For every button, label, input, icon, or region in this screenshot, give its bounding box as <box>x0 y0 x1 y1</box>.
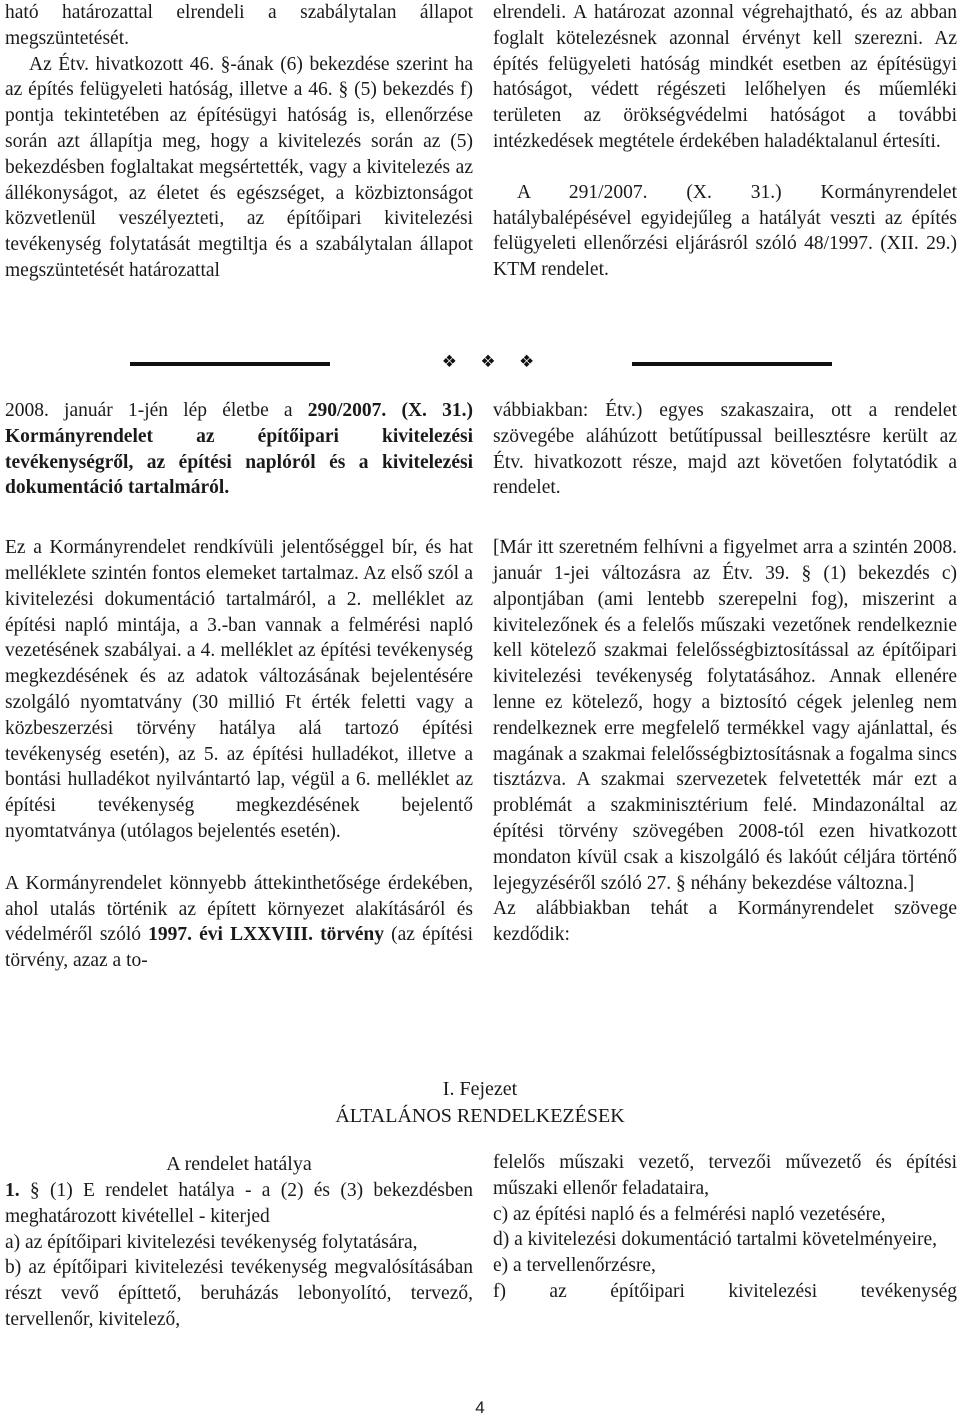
section-heading: A rendelet hatálya <box>166 1153 312 1175</box>
bottom-left-column <box>5 1150 473 1333</box>
middle-right-column <box>493 398 957 948</box>
middle-left-column <box>5 398 473 974</box>
middle-right-para-0: vábbiakban: Étv.) egyes szakaszaira, ott a rendelet szövegébe aláhúzott betűtípussal beillesztésre került az Étv. hivatkozott része, majd azt követően folytatódik a rendelet. <box>493 400 957 499</box>
divider-rule-right <box>632 362 832 366</box>
item-f: f) az építőipari kivitelezési tevékenység <box>493 1280 957 1302</box>
item-c: c) az építési napló és a felmérési napló vezetésére, <box>493 1203 886 1225</box>
top-left-para-1: ható határozattal elrendeli a szabálytalan állapot megszüntetését. <box>5 2 473 49</box>
top-right-column <box>493 0 957 283</box>
item-b-continued: felelős műszaki vezető, tervezői művezető és építési műszaki ellenőr feladataira, <box>493 1152 957 1199</box>
item-b: b) az építőipari kivitelezési tevékenység megvalósításában részt vevő építtető, beruházás lebonyolító, tervező, tervellenőr, kivitelező, <box>5 1257 473 1330</box>
middle-right-para-1: [Már itt szeretném felhívni a figyelmet arra a szintén 2008. január 1-jei változásra az Étv. 39. § (1) bekezdés c) alpontjában (ami lentebb szerepelni fog), miszerint a kivitelezőnek és a felelős műszaki vezetőnek rendelkeznie kell kötelező szakmai felelősségbiztosítással az építőipari kivitelezési tevékenység folytatásához. Annak ellenére lenne ez kötelező, hogy a biztosító cégek jelenleg nem rendelkeznek erre megfelelő termékkel vagy ajánlattal, és magának a szakmai felelősségbiztosításnak a fogalma sincs tisztázva. A szakmai szervezetek felvetették már ezt a problémát a szakminisztérium felé. Mindazonáltal az építési törvény szövegében 2008-tól ezen hivatkozott mondaton kívül csak a kiszolgáló és lakóút céljára történő lejegyzéséről szóló 27. § néhány bekezdése változna.] <box>493 537 957 894</box>
item-a: a) az építőipari kivitelezési tevékenység folytatására, <box>5 1231 418 1253</box>
top-right-para-2: A 291/2007. (X. 31.) Kormányrendelet hatálybalépésével egyidejűleg a hatályát veszti az építés felügyeleti ellenőrzési eljárásról szóló 48/1997. (XII. 29.) KTM rendelet. <box>493 181 957 281</box>
middle-right-para-2: Az alábbiakban tehát a Kormányrendelet szövege kezdődik: <box>493 898 957 946</box>
section-1-number: 1. <box>5 1180 20 1201</box>
top-left-column <box>5 0 473 284</box>
section-1-text: § (1) E rendelet hatálya - a (2) és (3) bekezdésben meghatározott kivétellel - kiterjed <box>5 1180 473 1227</box>
bottom-right-column <box>493 1150 957 1305</box>
chapter-title: I. Fejezet <box>442 1078 518 1100</box>
middle-left-para-2 <box>5 871 473 974</box>
chapter-subtitle: ÁLTALÁNOS RENDELKEZÉSEK <box>335 1105 625 1127</box>
divider-rule-left <box>130 362 330 366</box>
middle-left-lead <box>5 398 473 501</box>
item-e: e) a tervellenőrzésre, <box>493 1255 656 1277</box>
top-left-para-2: Az Étv. hivatkozott 46. §-ának (6) bekezdése szerint ha az építés felügyeleti hatóság, illetve a 46. § (5) bekezdés f) pontja tekintetében az építésügyi hatóság is, ellenőrzése során azt állapítja meg, hogy a kivitelezés során az (5) bekezdésben foglaltakat megsértették, vagy a kivitelezés az állékonyságot, az életet és egészséget, a közbiztonságot közvetlenül veszélyezteti, az építőipari kivitelezési tevékenység folytatását megtiltja és a szabálytalan állapot megszüntetését határozattal <box>5 53 473 281</box>
law-reference-bold: 1997. évi LXXVIII. törvény <box>148 924 385 946</box>
top-right-para-1: elrendeli. A határozat azonnal végrehajtható, és az abban foglalt kötelezésnek azonnal érvényt kell szerezni. Az építés felügyeleti hatóság mindkét esetben az építésügyi hatóságot, védett régészeti lelőhelyen és műemléki területen az örökségvédelmi hatóságot a további intézkedések megtétele érdekében haladéktalanul értesíti. <box>493 2 957 152</box>
section-1-intro <box>5 1178 473 1230</box>
lead-text: 2008. január 1-jén lép életbe a <box>5 400 308 421</box>
para2-text: A Kormányrendelet könnyebb áttekinthetősége érdekében, ahol utalás történik az épített környezet alakításáról és védelméről szóló <box>5 872 473 946</box>
para2-tail: (az építési törvény, azaz a to- <box>5 924 473 972</box>
lead-bold-title: 290/2007. (X. 31.) Kormányrendelet az építőipari kivitelezési tevékenységről, az építési naplóról és a kivitelezési dokumentáció tartalmáról. <box>5 400 473 499</box>
item-d: d) a kivitelezési dokumentáció tartalmi követelményeire, <box>493 1229 937 1251</box>
divider-ornament: ❖ ❖ ❖ <box>441 352 535 372</box>
middle-left-para-1: Ez a Kormányrendelet rendkívüli jelentőséggel bír, és hat melléklete szintén fontos elemeket tartalmaz. Az első szól a kivitelezési dokumentáció tartalmáról, a 2. melléklet az építési napló mintája, a 3.-ban vannak a felmérési napló vezetésének szabályai. a 4. melléklet az építési tevékenység megkezdésének és az adatok változásának bejelentésére szolgáló nyomtatvány (30 millió Ft érték feletti vagy a közbeszerzési törvény hatálya alá tartozó építési tevékenység esetén), az 5. az építési hulladékot, illetve a bontási hulladékot nyilvántartó lap, végül a 6. melléklet az építési tevékenység megkezdésének bejelentő nyomtatványa (utólagos bejelentés esetén). <box>5 537 473 842</box>
page-number: 4 <box>475 1398 485 1417</box>
